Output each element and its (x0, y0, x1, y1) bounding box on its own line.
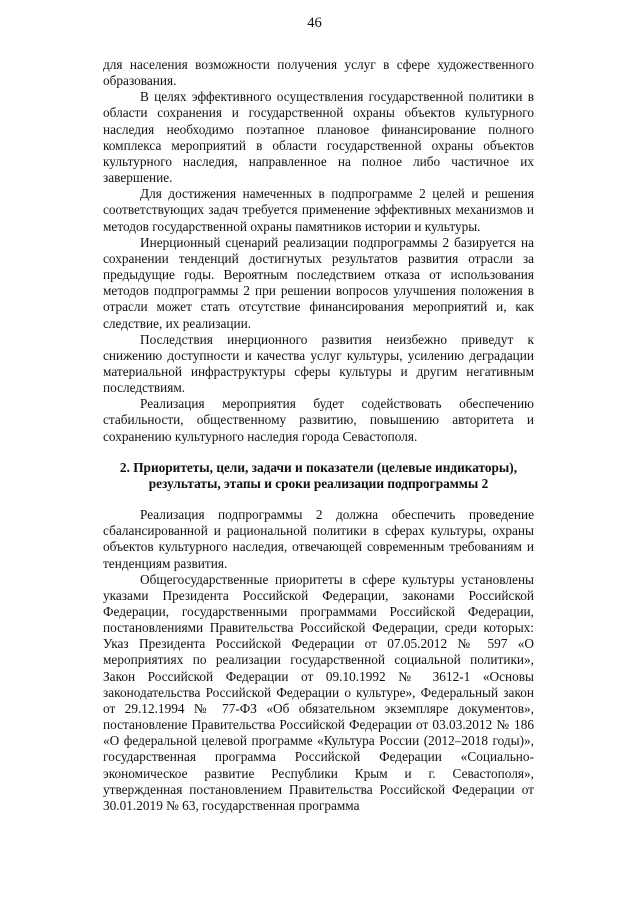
section-heading: 2. Приоритеты, цели, задачи и показатели (целевые индикаторы), результаты, этапы и сроки реализации подпрограммы 2 (119, 459, 518, 491)
paragraph: Для достижения намеченных в подпрограмме 2 целей и решения соответствующих задач требуется применение эффективных механизмов и методов государственной охраны памятников истории и культуры. (103, 186, 534, 234)
paragraph: Реализация мероприятия будет содействовать обеспечению стабильности, общественному развитию, повышению авторитета и сохранению культурного наследия города Севастополя. (103, 396, 534, 444)
paragraph: В целях эффективного осуществления государственной политики в области сохранения и государственной охраны объектов культурного наследия необходимо поэтапное плановое финансирование полного комплекса мероприятий в области государственной охраны объектов культурного наследия, направленное на полное либо частичное их завершение. (103, 89, 534, 186)
document-body (103, 57, 534, 814)
paragraph: Общегосударственные приоритеты в сфере культуры установлены указами Президента Российской Федерации, законами Российской Федерации, государственными программами Российской Федерации, постановлениями Правительства Российской Федерации, среди которых: Указ Президента Российской Федерации от 07.05.2012 № 597 «О мероприятиях по реализации государственной социальной политики», Закон Российской Федерации от 09.10.1992 № 3612-1 «Основы законодательства Российской Федерации о культуре», Федеральный закон от 29.12.1994 № 77-ФЗ «Об обязательном экземпляре документов», постановление Правительства Российской Федерации от 03.03.2012 № 186 «О федеральной целевой программе «Культура России (2012–2018 годы)», государственная программа Российской Федерации «Социально-экономическое развитие Республики Крым и г. Севастополя», утвержденная постановлением Правительства Российской Федерации от 30.01.2019 № 63, государственная программа (103, 571, 534, 813)
paragraph-continuation: для населения возможности получения услуг в сфере художественного образования. (103, 57, 534, 89)
paragraph: Последствия инерционного развития неизбежно приведут к снижению доступности и качества услуг культуры, усилению деградации материальной инфраструктуры сферы культуры и другим негативным последствиям. (103, 331, 534, 396)
page-number: 46 (307, 15, 322, 31)
paragraph: Инерционный сценарий реализации подпрограммы 2 базируется на сохранении тенденций достигнутых результатов развития отрасли за предыдущие годы. Вероятным последствием отказа от использования методов подпрограммы 2 при решении вопросов улучшения положения в отрасли может стать отсутствие финансирования мероприятий и, как следствие, их реализации. (103, 234, 534, 331)
paragraph: Реализация подпрограммы 2 должна обеспечить проведение сбалансированной и рациональной политики в сферах культуры, охраны объектов культурного наследия, отвечающей современным требованиям и тенденциям развития. (103, 507, 534, 571)
